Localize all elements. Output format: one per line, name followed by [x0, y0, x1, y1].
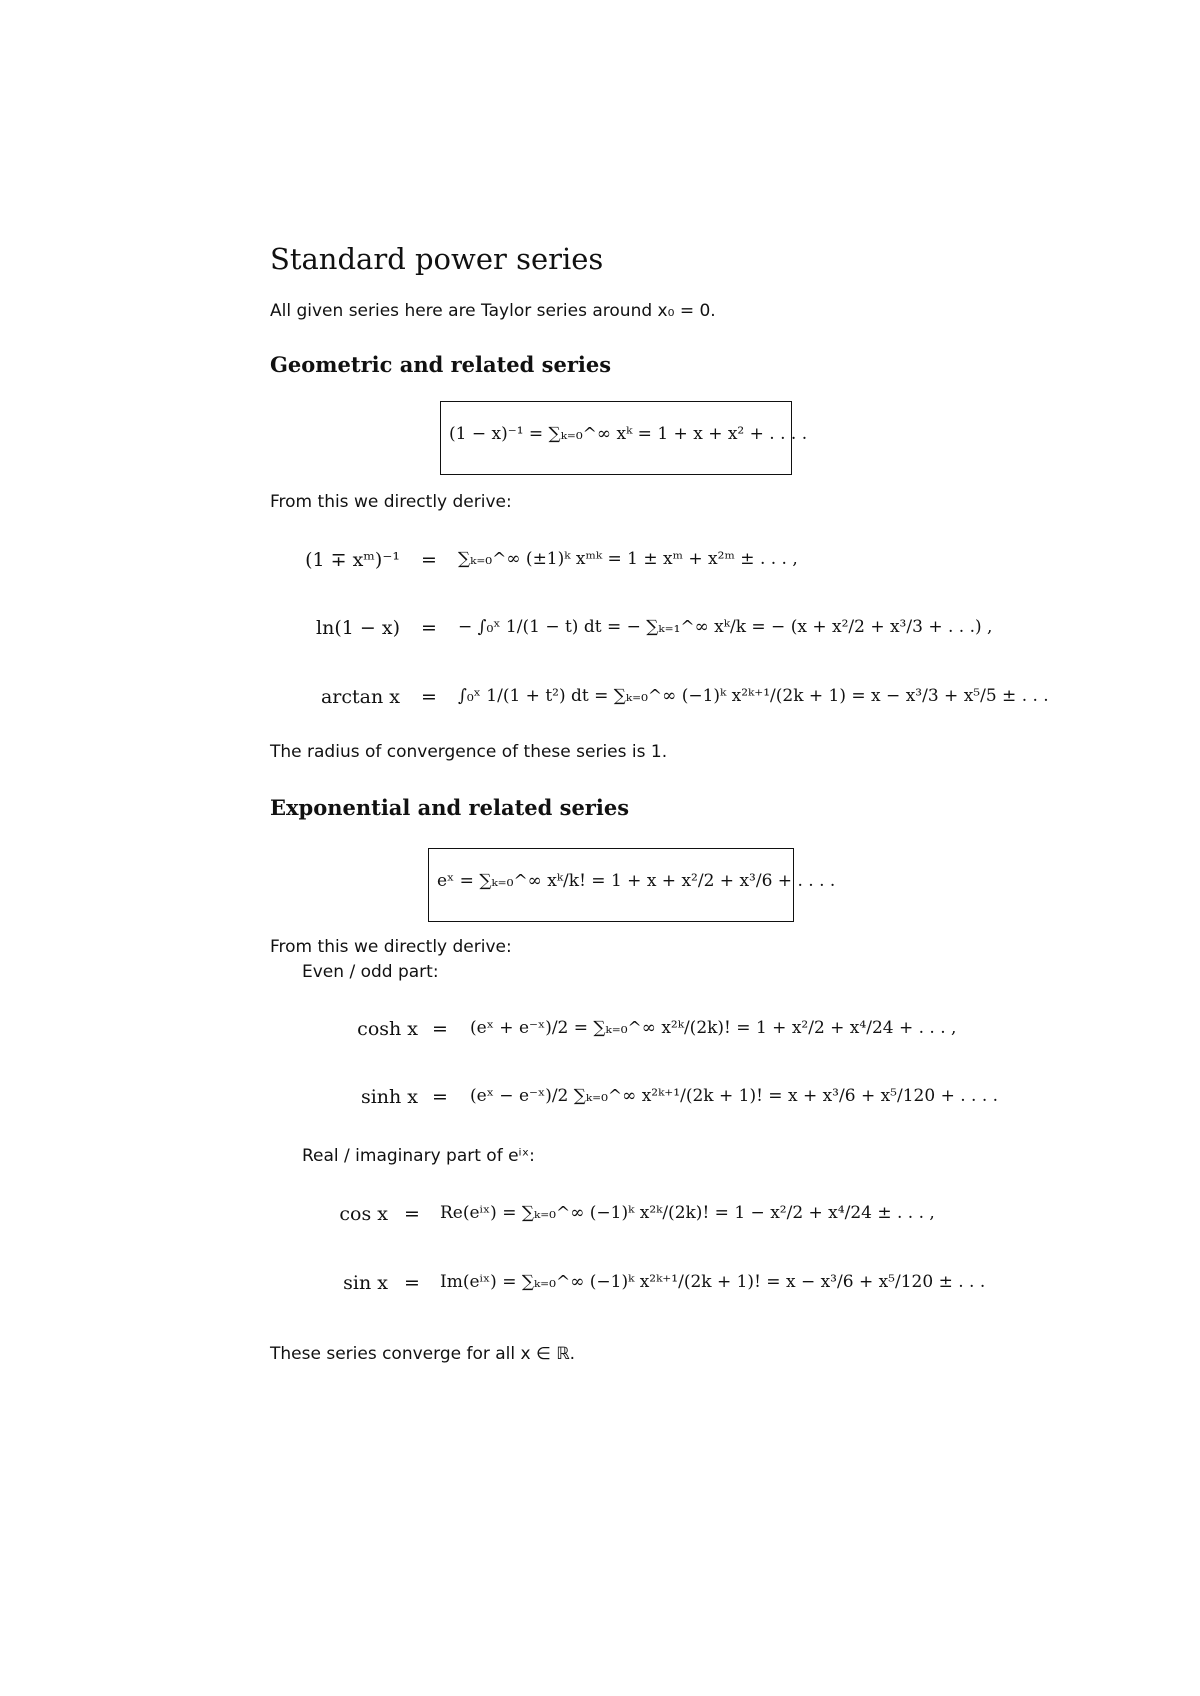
geom-row1-rhs: ∑ₖ₌₀^∞ (±1)ᵏ xᵐᵏ = 1 ± xᵐ + x²ᵐ ± . . . ,: [458, 549, 798, 569]
geom-row3-rel: =: [421, 686, 437, 708]
exponential-formula-text: eˣ = ∑ₖ₌₀^∞ xᵏ/k! = 1 + x + x²/2 + x³/6 + . . . .: [437, 871, 836, 891]
sinh-rel: =: [432, 1086, 448, 1108]
geometric-derive-text: From this we directly derive:: [270, 492, 512, 512]
even-odd-text: Even / odd part:: [302, 962, 439, 982]
heading-exponential: Exponential and related series: [270, 795, 630, 820]
geom-row3-rhs: ∫₀ˣ 1/(1 + t²) dt = ∑ₖ₌₀^∞ (−1)ᵏ x²ᵏ⁺¹/(2k + 1) = x − x³/3 + x⁵/5 ± . . .: [458, 686, 1049, 706]
heading-geometric: Geometric and related series: [270, 352, 612, 377]
sin-lhs: sin x: [343, 1272, 388, 1294]
exp-derive-text: From this we directly derive:: [270, 937, 512, 957]
cosh-lhs: cosh x: [357, 1018, 418, 1040]
cosh-rhs: (eˣ + e⁻ˣ)/2 = ∑ₖ₌₀^∞ x²ᵏ/(2k)! = 1 + x²/2 + x⁴/24 + . . . ,: [470, 1018, 957, 1038]
sin-rhs: Im(eⁱˣ) = ∑ₖ₌₀^∞ (−1)ᵏ x²ᵏ⁺¹/(2k + 1)! = x − x³/6 + x⁵/120 ± . . .: [440, 1272, 986, 1292]
geom-row3-lhs: arctan x: [320, 686, 400, 708]
page-title: Standard power series: [270, 242, 604, 276]
cos-rhs: Re(eⁱˣ) = ∑ₖ₌₀^∞ (−1)ᵏ x²ᵏ/(2k)! = 1 − x²/2 + x⁴/24 ± . . . ,: [440, 1203, 935, 1223]
sin-rel: =: [404, 1272, 420, 1294]
geometric-formula-text: (1 − x)⁻¹ = ∑ₖ₌₀^∞ xᵏ = 1 + x + x² + . . . .: [449, 424, 808, 444]
geom-row1-rel: =: [421, 549, 437, 571]
cosh-rel: =: [432, 1018, 448, 1040]
exponential-boxed-formula: [428, 848, 836, 922]
geom-row2-lhs: ln(1 − x): [316, 617, 400, 639]
geom-row2-rhs: − ∫₀ˣ 1/(1 − t) dt = − ∑ₖ₌₁^∞ xᵏ/k = − (x + x²/2 + x³/3 + . . .) ,: [458, 617, 993, 637]
geom-row2-rel: =: [421, 617, 437, 639]
geom-row1-lhs: (1 ∓ xᵐ)⁻¹: [305, 549, 400, 571]
sinh-rhs: (eˣ − e⁻ˣ)/2 ∑ₖ₌₀^∞ x²ᵏ⁺¹/(2k + 1)! = x + x³/6 + x⁵/120 + . . . .: [470, 1086, 999, 1106]
converge-text: These series converge for all x ∈ ℝ.: [270, 1344, 576, 1364]
sinh-lhs: sinh x: [360, 1086, 418, 1108]
geometric-boxed-formula: [440, 401, 808, 475]
intro-text: All given series here are Taylor series around x₀ = 0.: [270, 301, 716, 321]
real-imag-text: Real / imaginary part of eⁱˣ:: [302, 1146, 535, 1166]
cos-lhs: cos x: [339, 1203, 388, 1225]
cos-rel: =: [404, 1203, 420, 1225]
radius-text: The radius of convergence of these series is 1.: [270, 742, 668, 762]
